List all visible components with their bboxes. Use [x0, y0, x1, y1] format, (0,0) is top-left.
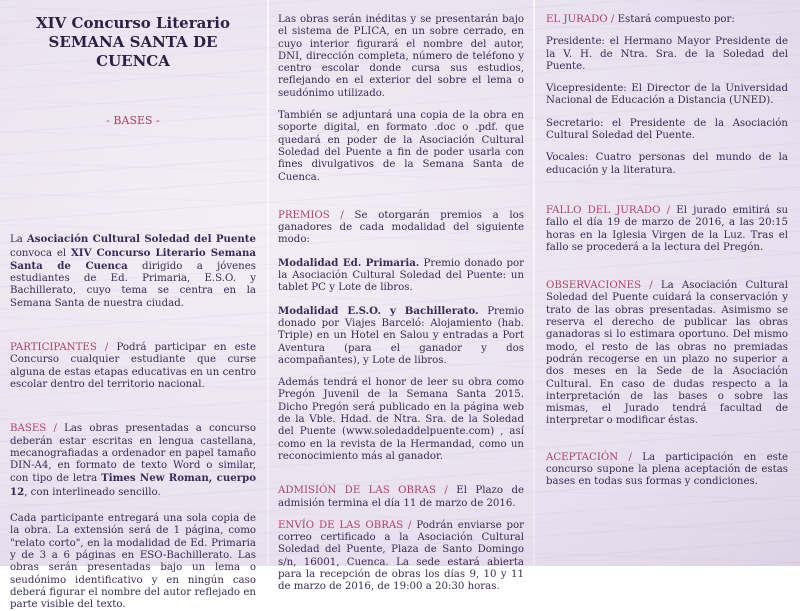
vocales-paragraph: Vocales: Cuatro personas del mundo de la educación y la literatura.	[546, 152, 788, 176]
admision-heading: ADMISIÓN DE LAS OBRAS /	[278, 485, 448, 497]
observaciones-text: La Asociación Cultural Soledad del Puente cuidará la conservación y trato de las obras presentadas. Asimismo se reserva el derecho de publicar las obras ganadoras si lo estimara oportuno. Del mismo modo, el resto de las obras no premiadas podrán recogerse en un plazo no superior a dos meses en la Sede de la Asociación Cultural. En caso de dudas respecto a la interpretación de las bases o sobre las mismas, el Jurado tendrá facultad de interpretar o modificar éstas.	[546, 280, 788, 427]
title-line-1: XIV Concurso Literario	[36, 14, 230, 32]
premio-primaria-label: Modalidad Ed. Primaria.	[278, 256, 420, 269]
intro-paragraph	[10, 233, 256, 310]
envio-text: Podrán enviarse por correo certificado a la Asociación Cultural Soledad del Puente, Plaza de Santo Domingo s/n, 16001, Cuenca. La sede estará abierta para la recepción de obras los días 9, 10 y 11 de marzo de 2016, de 19:00 a 20:30 horas.	[278, 519, 524, 593]
fallo-paragraph	[546, 205, 788, 254]
intro-text: dirigido a jóvenes estudiantes de Ed. Primaria, E.S.O. y Bachillerato, cuyo tema se centra en la Semana Santa de nuestra ciudad.	[10, 260, 256, 309]
fallo-text: El jurado emitirá su fallo el día 19 de marzo de 2016, a las 20:15 horas en la Iglesia Virgen de la Luz. Tras el fallo se procederá a la lectura del Pregón.	[546, 204, 789, 253]
envio-heading: ENVÍO DE LAS OBRAS /	[278, 519, 412, 531]
aceptacion-text: La participación en este concurso supone la plena aceptación de estas bases en todas sus formas y condiciones.	[546, 451, 788, 488]
bases-heading: - BASES -	[106, 114, 160, 127]
bases-text: , con interlineado sencillo.	[24, 486, 161, 498]
presidente-paragraph: Presidente: el Hermano Mayor Presidente de la V. H. de Ntra. Sra. de la Soledad del Puente.	[546, 36, 788, 72]
aceptacion-heading: ACEPTACIÓN /	[546, 451, 632, 463]
participantes-heading: PARTICIPANTES /	[10, 342, 109, 354]
premios-text: Se otorgarán premios a los ganadores de cada modalidad del siguiente modo:	[278, 209, 524, 246]
title-line-2: SEMANA SANTA DE CUENCA	[48, 33, 218, 70]
premios-heading: PREMIOS /	[278, 209, 344, 221]
bases-paragraph	[10, 423, 256, 499]
pregon-paragraph: Además tendrá el honor de leer su obra como Pregón Juvenil de la Semana Santa 2015. Dicho Pregón será publicado en la página web de la Vble. Hdad. de Ntra. Sra. de la Soledad del Puente (www.soledaddelpuente.com) , así como en la revista de la Hermandad, como un reconocimiento más al ganador.	[278, 377, 524, 462]
column-middle	[268, 0, 534, 593]
aceptacion-paragraph	[546, 452, 788, 489]
jurado-heading: EL JURADO /	[546, 14, 615, 25]
premio-primaria-text: Premio donado por la Asociación Cultural Soledad del Puente: un tablet PC y Lote de libros.	[278, 257, 525, 294]
premio-eso-text: Premio donado por Viajes Barceló: Alojamiento (hab. Triple) en un Hotel en Salou y entradas a Port Aventura (para el ganador y dos acompañantes), y Lote de libros.	[278, 305, 525, 366]
admision-text: El Plazo de admisión termina el día 11 de marzo de 2016.	[278, 485, 525, 509]
ineditas-paragraph: Las obras serán inéditas y se presentarán bajo el sistema de PLICA, en un sobre cerrado, en cuyo interior figurará el nombre del autor, DNI, dirección completa, número de teléfono y centro escolar donde cursa sus estudios, reflejando en el exterior del sobre el lema o seudónimo utilizado.	[278, 14, 524, 99]
intro-text: convoca el	[10, 247, 71, 259]
bases-bold-font: Times New Roman, cuerpo 12	[10, 472, 256, 498]
copia-digital-paragraph: También se adjuntará una copia de la obra en soporte digital, en formato .doc o .pdf. que quedará en poder de la Asociación Cultural Soledad del Puente a fin de poder usarla con fines divulgativos de la Semana Santa de Cuenca.	[278, 110, 524, 183]
column-right	[534, 0, 800, 566]
intro-text: La	[10, 234, 27, 246]
intro-bold-contest: XIV Concurso Literario Semana Santa de Cuenca	[10, 246, 256, 272]
intro-bold-association: Asociación Cultural Soledad del Puente	[26, 233, 256, 246]
premio-eso-label: Modalidad E.S.O. y Bachillerato.	[278, 304, 479, 317]
vicepresidente-paragraph: Vicepresidente: El Director de la Universidad Nacional de Educación a Distancia (UNED).	[546, 83, 788, 107]
premio-primaria-paragraph	[278, 257, 524, 295]
contest-title	[10, 14, 256, 71]
fallo-heading: FALLO DEL JURADO /	[546, 204, 671, 216]
premio-eso-paragraph	[278, 305, 524, 367]
participantes-paragraph	[10, 342, 256, 391]
bases-text: Las obras presentadas a concurso deberán estar escritas en lengua castellana, mecanografiadas a ordenador en papel tamaño DIN-A4, en formato de texto Word o similar, con tipo de letra	[10, 423, 256, 485]
observaciones-heading: OBSERVACIONES /	[546, 280, 653, 292]
jurado-text: Estará compuesto por:	[614, 14, 735, 25]
jurado-paragraph	[546, 14, 788, 26]
participantes-text: Podrá participar en este Concurso cualquier estudiante que curse alguna de estas etapas educativas en un centro escolar dentro del territorio nacional.	[10, 342, 256, 390]
secretario-paragraph: Secretario: el Presidente de la Asociación Cultural Soledad del Puente.	[546, 117, 788, 142]
column-left	[0, 0, 268, 611]
observaciones-paragraph	[546, 280, 788, 428]
premios-paragraph	[278, 210, 524, 247]
copia-paragraph: Cada participante entregará una sola copia de la obra. La extensión será de 1 página, como "relato corto", en la modalidad de Ed. Primaria y de 3 a 6 páginas en ESO-Bachillerato. Las obras serán presentadas bajo un lema o seudónimo identificativo y en ningún caso deberá figurar el nombre del autor reflejado en parte visible del texto.	[10, 513, 256, 611]
admision-paragraph	[278, 485, 524, 510]
envio-paragraph	[278, 520, 524, 594]
bases-section-heading: BASES /	[10, 423, 57, 435]
